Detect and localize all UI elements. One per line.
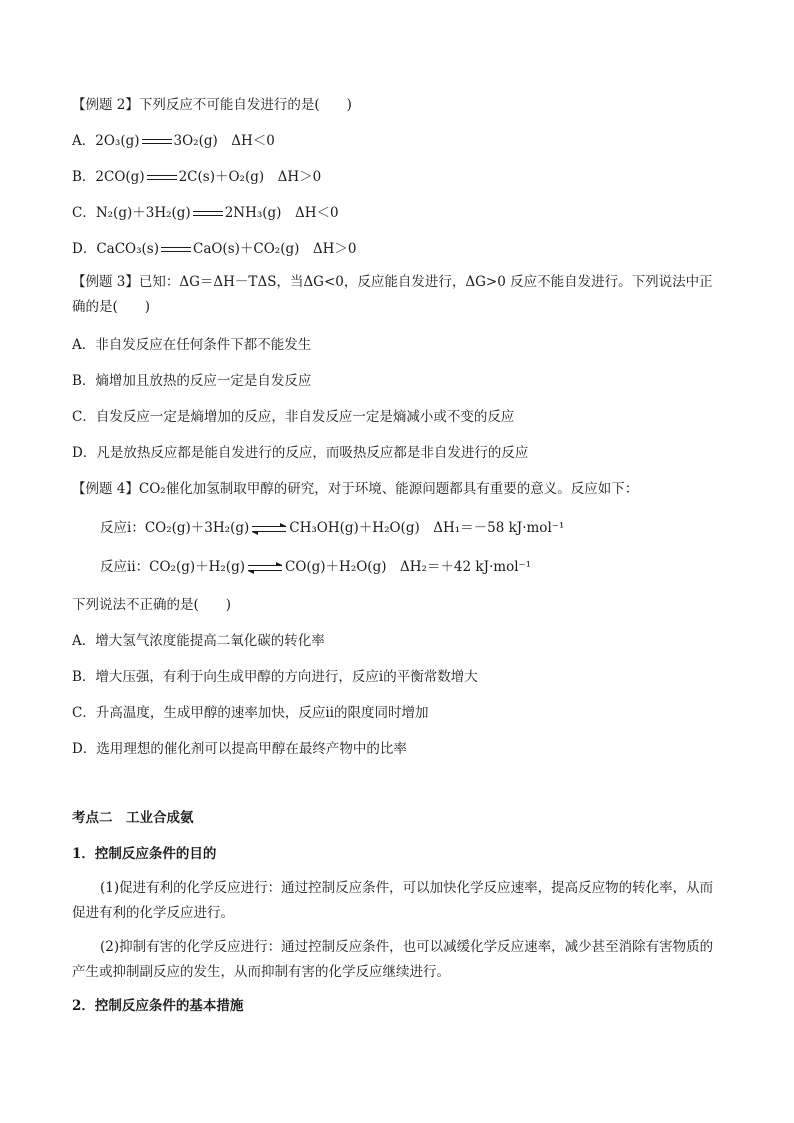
example2-option-d: D．CaCO₃(s) CaO(s)＋CO₂(g) ΔH＞0 (72, 241, 357, 257)
example3-option-a: A．非自发反应在任何条件下都不能发生 (72, 337, 312, 353)
example2-question: 【例题 2】下列反应不可能自发进行的是( ) (72, 97, 352, 113)
example4-option-b: B．增大压强，有利于向生成甲醇的方向进行，反应ⅰ的平衡常数增大 (72, 669, 478, 685)
example4-option-d: D．选用理想的催化剂可以提高甲醇在最终产物中的比率 (72, 741, 407, 757)
example3-option-d: D．凡是放热反应都是能自发进行的反应，而吸热反应都是非自发进行的反应 (72, 445, 529, 461)
section-heading-1: 1．控制反应条件的目的 (72, 846, 217, 862)
example3-option-c: C．自发反应一定是熵增加的反应，非自发反应一定是熵减小或不变的反应 (72, 409, 515, 425)
reversible-arrow-icon (248, 563, 282, 573)
example4-reaction-2: 反应ⅱ：CO₂(g)＋H₂(g) CO(g)＋H₂O(g) ΔH₂＝＋42 kJ·mol⁻¹ (100, 559, 532, 575)
example4-question: 【例题 4】CO₂催化加氢制取甲醇的研究，对于环境、能源问题都具有重要的意义。反应如下： (72, 481, 639, 497)
equals-arrow-icon (142, 138, 172, 146)
example2-option-a: A．2O₃(g) 3O₂(g) ΔH＜0 (72, 133, 275, 149)
example4-reaction-1: 反应ⅰ：CO₂(g)＋3H₂(g) CH₃OH(g)＋H₂O(g) ΔH₁＝－58 kJ·mol⁻¹ (100, 520, 565, 536)
equals-arrow-icon (193, 210, 223, 218)
reversible-arrow-icon (252, 524, 286, 534)
section-heading-2: 2．控制反应条件的基本措施 (72, 998, 244, 1014)
equals-arrow-icon (147, 174, 177, 182)
example2-option-b: B．2CO(g) 2C(s)＋O₂(g) ΔH＞0 (72, 169, 322, 185)
example2-option-c: C．N₂(g)＋3H₂(g) 2NH₃(g) ΔH＜0 (72, 205, 339, 221)
example3-question: 【例题 3】已知：ΔG＝ΔH－TΔS，当ΔG<0，反应能自发进行，ΔG>0 反应不能自发进行。下列说法中正确的是( ) (72, 274, 713, 315)
example4-option-a: A．增大氢气浓度能提高二氧化碳的转化率 (72, 633, 325, 649)
example4-option-c: C．升高温度，生成甲醇的速率加快，反应ⅱ的限度同时增加 (72, 705, 429, 721)
section-title: 考点二 工业合成氨 (72, 810, 194, 826)
paragraph-1: (1)促进有利的化学反应进行：通过控制反应条件，可以加快化学反应速率，提高反应物的转化率，从而促进有利的化学反应进行。 (72, 880, 714, 921)
example4-stem: 下列说法不正确的是( ) (72, 597, 232, 613)
example3-option-b: B．熵增加且放热的反应一定是自发反应 (72, 373, 312, 389)
paragraph-2: (2)抑制有害的化学反应进行：通过控制反应条件，也可以减缓化学反应速率，减少甚至消除有害物质的产生或抑制副反应的发生，从而抑制有害的化学反应继续进行。 (72, 939, 714, 980)
equals-arrow-icon (161, 246, 191, 254)
